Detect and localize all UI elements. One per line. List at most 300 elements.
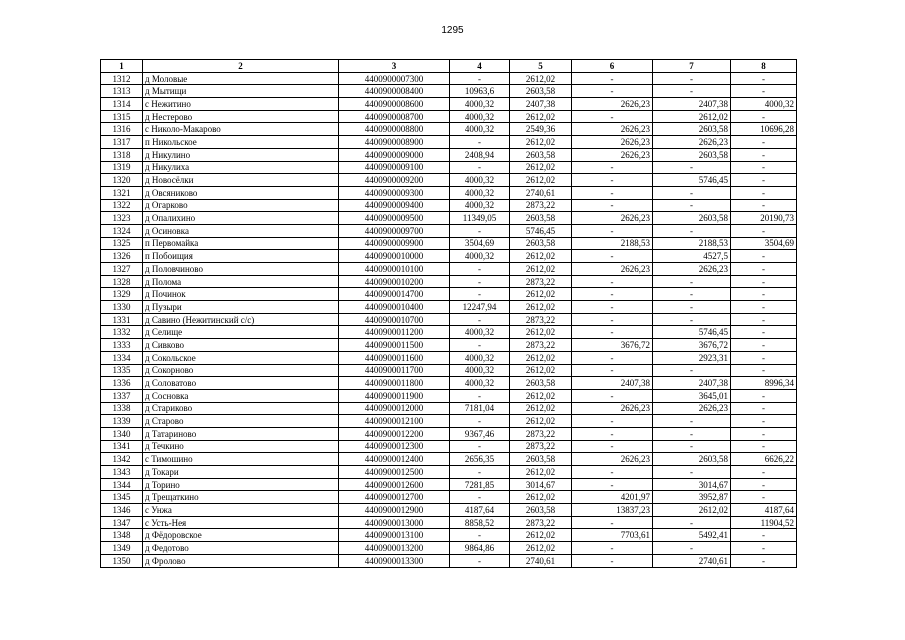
oktmo-code-cell: 4400900011600 (339, 351, 450, 364)
oktmo-code-cell: 4400900011500 (339, 339, 450, 352)
value-col-7-cell: 2626,23 (653, 136, 731, 149)
table-row (101, 98, 797, 111)
value-col-6-cell: 2626,23 (572, 402, 653, 415)
oktmo-code-cell: 4400900009300 (339, 186, 450, 199)
value-col-6-cell: - (572, 301, 653, 314)
value-col-8-cell: - (731, 313, 797, 326)
header-cell-6: 6 (572, 60, 653, 73)
value-col-6-cell: - (572, 110, 653, 123)
value-col-8-cell: - (731, 339, 797, 352)
value-col-6-cell: - (572, 174, 653, 187)
value-col-4-cell: - (450, 466, 510, 479)
row-number-cell: 1348 (101, 529, 143, 542)
oktmo-code-cell: 4400900013200 (339, 542, 450, 555)
table-row (101, 364, 797, 377)
settlement-name-cell: д Соловатово (143, 377, 339, 390)
value-col-8-cell: - (731, 136, 797, 149)
value-col-6-cell: 7703,61 (572, 529, 653, 542)
row-number-cell: 1337 (101, 389, 143, 402)
value-col-4-cell: - (450, 263, 510, 276)
settlement-name-cell: д Татариново (143, 427, 339, 440)
value-col-6-cell: - (572, 427, 653, 440)
value-col-7-cell: 2612,02 (653, 110, 731, 123)
oktmo-code-cell: 4400900014700 (339, 288, 450, 301)
value-col-7-cell: - (653, 288, 731, 301)
oktmo-code-cell: 4400900012500 (339, 466, 450, 479)
value-col-7-cell: - (653, 301, 731, 314)
settlement-name-cell: д Токари (143, 466, 339, 479)
table-row (101, 466, 797, 479)
value-col-5-cell: 2612,02 (510, 72, 572, 85)
value-col-8-cell: - (731, 466, 797, 479)
value-col-4-cell: 3504,69 (450, 237, 510, 250)
table-row (101, 339, 797, 352)
settlement-name-cell: д Моловые (143, 72, 339, 85)
value-col-7-cell: 2626,23 (653, 263, 731, 276)
value-col-5-cell: 2873,22 (510, 313, 572, 326)
value-col-5-cell: 2612,02 (510, 250, 572, 263)
row-number-cell: 1320 (101, 174, 143, 187)
value-col-8-cell: - (731, 161, 797, 174)
row-number-cell: 1342 (101, 453, 143, 466)
page-number: 1295 (441, 25, 464, 36)
row-number-cell: 1322 (101, 199, 143, 212)
value-col-6-cell: - (572, 389, 653, 402)
table-row (101, 136, 797, 149)
value-col-4-cell: 4000,32 (450, 326, 510, 339)
value-col-6-cell: 13837,23 (572, 504, 653, 517)
value-col-6-cell: - (572, 250, 653, 263)
value-col-7-cell: - (653, 364, 731, 377)
settlement-name-cell: с Тимошино (143, 453, 339, 466)
value-col-4-cell: 2408,94 (450, 148, 510, 161)
value-col-8-cell: - (731, 199, 797, 212)
oktmo-code-cell: 4400900008900 (339, 136, 450, 149)
value-col-8-cell: - (731, 72, 797, 85)
row-number-cell: 1317 (101, 136, 143, 149)
oktmo-code-cell: 4400900012100 (339, 415, 450, 428)
value-col-5-cell: 2612,02 (510, 491, 572, 504)
table-row (101, 237, 797, 250)
value-col-4-cell: - (450, 224, 510, 237)
value-col-7-cell: 2188,53 (653, 237, 731, 250)
table-row (101, 516, 797, 529)
value-col-8-cell: 10696,28 (731, 123, 797, 136)
value-col-4-cell: 2656,35 (450, 453, 510, 466)
value-col-7-cell: 4527,5 (653, 250, 731, 263)
value-col-6-cell: 2626,23 (572, 123, 653, 136)
value-col-8-cell: - (731, 263, 797, 276)
settlement-name-cell: д Федотово (143, 542, 339, 555)
value-col-8-cell: - (731, 364, 797, 377)
settlement-name-cell: п Первомайка (143, 237, 339, 250)
table-row (101, 250, 797, 263)
value-col-7-cell: 2603,58 (653, 212, 731, 225)
value-col-7-cell: - (653, 427, 731, 440)
value-col-8-cell: 20190,73 (731, 212, 797, 225)
table-row (101, 85, 797, 98)
settlement-name-cell: д Осиновка (143, 224, 339, 237)
value-col-5-cell: 2603,58 (510, 85, 572, 98)
value-col-6-cell: - (572, 554, 653, 567)
value-col-8-cell: - (731, 186, 797, 199)
row-number-cell: 1312 (101, 72, 143, 85)
settlement-name-cell: с Усть-Нея (143, 516, 339, 529)
row-number-cell: 1332 (101, 326, 143, 339)
oktmo-code-cell: 4400900009400 (339, 199, 450, 212)
value-col-5-cell: 2603,58 (510, 148, 572, 161)
settlement-name-cell: д Нестерово (143, 110, 339, 123)
value-col-7-cell: - (653, 72, 731, 85)
row-number-cell: 1347 (101, 516, 143, 529)
header-cell-5: 5 (510, 60, 572, 73)
settlement-name-cell: д Новосёлки (143, 174, 339, 187)
value-col-5-cell: 2603,58 (510, 504, 572, 517)
value-col-7-cell: 2740,61 (653, 554, 731, 567)
value-col-7-cell: 2626,23 (653, 402, 731, 415)
value-col-7-cell: 2407,38 (653, 377, 731, 390)
value-col-5-cell: 2407,38 (510, 98, 572, 111)
value-col-7-cell: 5492,41 (653, 529, 731, 542)
row-number-cell: 1343 (101, 466, 143, 479)
value-col-4-cell: 4000,32 (450, 351, 510, 364)
table-row (101, 478, 797, 491)
value-col-7-cell: 2603,58 (653, 148, 731, 161)
value-col-8-cell: - (731, 275, 797, 288)
value-col-4-cell: - (450, 161, 510, 174)
value-col-5-cell: 2873,22 (510, 440, 572, 453)
value-col-8-cell: 3504,69 (731, 237, 797, 250)
oktmo-code-cell: 4400900013000 (339, 516, 450, 529)
row-number-cell: 1319 (101, 161, 143, 174)
value-col-6-cell: - (572, 275, 653, 288)
oktmo-code-cell: 4400900009700 (339, 224, 450, 237)
value-col-4-cell: 4000,32 (450, 186, 510, 199)
table-row (101, 174, 797, 187)
table-body (101, 72, 797, 567)
value-col-7-cell: - (653, 161, 731, 174)
oktmo-code-cell: 4400900012400 (339, 453, 450, 466)
oktmo-code-cell: 4400900010200 (339, 275, 450, 288)
row-number-cell: 1334 (101, 351, 143, 364)
settlement-name-cell: с Нежитино (143, 98, 339, 111)
table-row (101, 351, 797, 364)
value-col-5-cell: 2740,61 (510, 186, 572, 199)
value-col-4-cell: - (450, 415, 510, 428)
header-cell-8: 8 (731, 60, 797, 73)
oktmo-code-cell: 4400900011800 (339, 377, 450, 390)
value-col-6-cell: 2626,23 (572, 98, 653, 111)
table-row (101, 554, 797, 567)
value-col-5-cell: 2612,02 (510, 161, 572, 174)
value-col-6-cell: - (572, 313, 653, 326)
value-col-7-cell: - (653, 224, 731, 237)
value-col-7-cell: - (653, 275, 731, 288)
table-row (101, 288, 797, 301)
settlement-name-cell: п Побоищия (143, 250, 339, 263)
value-col-6-cell: - (572, 478, 653, 491)
value-col-7-cell: 3676,72 (653, 339, 731, 352)
value-col-7-cell: 2603,58 (653, 453, 731, 466)
value-col-6-cell: - (572, 466, 653, 479)
table-row (101, 427, 797, 440)
value-col-8-cell: - (731, 224, 797, 237)
row-number-cell: 1345 (101, 491, 143, 504)
value-col-7-cell: 2603,58 (653, 123, 731, 136)
oktmo-code-cell: 4400900009900 (339, 237, 450, 250)
settlement-name-cell: д Половчиново (143, 263, 339, 276)
settlement-name-cell: д Стариково (143, 402, 339, 415)
row-number-cell: 1344 (101, 478, 143, 491)
table-row (101, 402, 797, 415)
value-col-5-cell: 5746,45 (510, 224, 572, 237)
value-col-8-cell: - (731, 529, 797, 542)
header-cell-4: 4 (450, 60, 510, 73)
value-col-5-cell: 2612,02 (510, 326, 572, 339)
settlement-name-cell: д Фролово (143, 554, 339, 567)
header-cell-2: 2 (143, 60, 339, 73)
value-col-6-cell: - (572, 516, 653, 529)
value-col-8-cell: - (731, 415, 797, 428)
value-col-6-cell: - (572, 186, 653, 199)
settlement-name-cell: д Опалихино (143, 212, 339, 225)
header-cell-1: 1 (101, 60, 143, 73)
value-col-8-cell: - (731, 427, 797, 440)
header-cell-3: 3 (339, 60, 450, 73)
table-row (101, 453, 797, 466)
value-col-5-cell: 2612,02 (510, 542, 572, 555)
value-col-7-cell: - (653, 440, 731, 453)
table-row (101, 199, 797, 212)
oktmo-code-cell: 4400900012700 (339, 491, 450, 504)
value-col-5-cell: 2612,02 (510, 402, 572, 415)
oktmo-code-cell: 4400900010700 (339, 313, 450, 326)
settlement-name-cell: д Селище (143, 326, 339, 339)
value-col-7-cell: 2612,02 (653, 504, 731, 517)
table-row (101, 263, 797, 276)
value-col-5-cell: 2612,02 (510, 529, 572, 542)
value-col-7-cell: 5746,45 (653, 326, 731, 339)
value-col-4-cell: - (450, 339, 510, 352)
value-col-5-cell: 2603,58 (510, 453, 572, 466)
value-col-6-cell: 2626,23 (572, 136, 653, 149)
oktmo-code-cell: 4400900008700 (339, 110, 450, 123)
table-header (101, 60, 797, 73)
value-col-6-cell: 2188,53 (572, 237, 653, 250)
value-col-4-cell: 8858,52 (450, 516, 510, 529)
value-col-4-cell: - (450, 554, 510, 567)
table-row (101, 377, 797, 390)
row-number-cell: 1323 (101, 212, 143, 225)
value-col-7-cell: 3952,87 (653, 491, 731, 504)
value-col-8-cell: - (731, 250, 797, 263)
value-col-6-cell: - (572, 364, 653, 377)
value-col-8-cell: 4000,32 (731, 98, 797, 111)
row-number-cell: 1327 (101, 263, 143, 276)
value-col-8-cell: - (731, 110, 797, 123)
row-number-cell: 1326 (101, 250, 143, 263)
row-number-cell: 1350 (101, 554, 143, 567)
value-col-8-cell: - (731, 554, 797, 567)
table-row (101, 301, 797, 314)
value-col-5-cell: 2873,22 (510, 427, 572, 440)
value-col-8-cell: - (731, 288, 797, 301)
settlement-name-cell: п Никольское (143, 136, 339, 149)
value-col-7-cell: - (653, 85, 731, 98)
oktmo-code-cell: 4400900011900 (339, 389, 450, 402)
oktmo-code-cell: 4400900012300 (339, 440, 450, 453)
row-number-cell: 1329 (101, 288, 143, 301)
oktmo-code-cell: 4400900013300 (339, 554, 450, 567)
value-col-7-cell: - (653, 542, 731, 555)
table-row (101, 529, 797, 542)
value-col-7-cell: - (653, 313, 731, 326)
value-col-8-cell: 4187,64 (731, 504, 797, 517)
oktmo-code-cell: 4400900008800 (339, 123, 450, 136)
value-col-4-cell: 4000,32 (450, 199, 510, 212)
oktmo-code-cell: 4400900012000 (339, 402, 450, 415)
table-row (101, 72, 797, 85)
value-col-7-cell: - (653, 186, 731, 199)
value-col-4-cell: 4000,32 (450, 377, 510, 390)
value-col-6-cell: - (572, 326, 653, 339)
value-col-4-cell: - (450, 275, 510, 288)
value-col-5-cell: 2873,22 (510, 339, 572, 352)
oktmo-code-cell: 4400900011700 (339, 364, 450, 377)
value-col-4-cell: 4187,64 (450, 504, 510, 517)
settlement-name-cell: д Никулиха (143, 161, 339, 174)
value-col-5-cell: 2612,02 (510, 415, 572, 428)
header-cell-7: 7 (653, 60, 731, 73)
value-col-4-cell: 9367,46 (450, 427, 510, 440)
value-col-5-cell: 2612,02 (510, 301, 572, 314)
value-col-6-cell: 2626,23 (572, 148, 653, 161)
value-col-4-cell: 12247,94 (450, 301, 510, 314)
value-col-7-cell: 3014,67 (653, 478, 731, 491)
value-col-8-cell: - (731, 542, 797, 555)
value-col-8-cell: - (731, 174, 797, 187)
value-col-6-cell: - (572, 415, 653, 428)
value-col-5-cell: 2873,22 (510, 516, 572, 529)
value-col-4-cell: - (450, 491, 510, 504)
value-col-7-cell: - (653, 516, 731, 529)
value-col-6-cell: - (572, 440, 653, 453)
value-col-5-cell: 2612,02 (510, 263, 572, 276)
settlement-name-cell: д Сосновка (143, 389, 339, 402)
row-number-cell: 1318 (101, 148, 143, 161)
oktmo-code-cell: 4400900010100 (339, 263, 450, 276)
oktmo-code-cell: 4400900007300 (339, 72, 450, 85)
value-col-8-cell: - (731, 326, 797, 339)
value-col-5-cell: 2873,22 (510, 199, 572, 212)
settlement-name-cell: д Течкино (143, 440, 339, 453)
settlement-name-cell: д Огарково (143, 199, 339, 212)
value-col-4-cell: 4000,32 (450, 250, 510, 263)
settlement-name-cell: д Починок (143, 288, 339, 301)
table-row (101, 389, 797, 402)
value-col-6-cell: - (572, 72, 653, 85)
value-col-7-cell: - (653, 466, 731, 479)
header-row (101, 60, 797, 73)
value-col-6-cell: - (572, 351, 653, 364)
value-col-8-cell: - (731, 85, 797, 98)
value-col-6-cell: - (572, 542, 653, 555)
value-col-4-cell: 11349,05 (450, 212, 510, 225)
value-col-6-cell: - (572, 288, 653, 301)
value-col-6-cell: 2407,38 (572, 377, 653, 390)
value-col-4-cell: 4000,32 (450, 174, 510, 187)
value-col-5-cell: 2612,02 (510, 364, 572, 377)
value-col-5-cell: 2612,02 (510, 136, 572, 149)
value-col-5-cell: 2603,58 (510, 237, 572, 250)
value-col-8-cell: - (731, 402, 797, 415)
value-col-5-cell: 2549,36 (510, 123, 572, 136)
row-number-cell: 1349 (101, 542, 143, 555)
oktmo-code-cell: 4400900009000 (339, 148, 450, 161)
table-row (101, 161, 797, 174)
value-col-5-cell: 2612,02 (510, 110, 572, 123)
oktmo-code-cell: 4400900012600 (339, 478, 450, 491)
oktmo-code-cell: 4400900012200 (339, 427, 450, 440)
row-number-cell: 1315 (101, 110, 143, 123)
settlement-name-cell: д Торино (143, 478, 339, 491)
settlement-name-cell: д Полома (143, 275, 339, 288)
value-col-4-cell: - (450, 136, 510, 149)
value-col-8-cell: - (731, 440, 797, 453)
table-row (101, 186, 797, 199)
settlement-name-cell: д Савино (Нежитинский с/с) (143, 313, 339, 326)
data-table (100, 59, 797, 568)
value-col-8-cell: - (731, 351, 797, 364)
settlement-name-cell: д Сокольское (143, 351, 339, 364)
settlement-name-cell: д Никулино (143, 148, 339, 161)
value-col-8-cell: - (731, 491, 797, 504)
table-row (101, 148, 797, 161)
value-col-7-cell: 2407,38 (653, 98, 731, 111)
value-col-4-cell: 4000,32 (450, 123, 510, 136)
value-col-7-cell: - (653, 415, 731, 428)
row-number-cell: 1340 (101, 427, 143, 440)
value-col-7-cell: 3645,01 (653, 389, 731, 402)
settlement-name-cell: д Пузыри (143, 301, 339, 314)
value-col-5-cell: 2603,58 (510, 377, 572, 390)
table-row (101, 123, 797, 136)
value-col-4-cell: 4000,32 (450, 364, 510, 377)
value-col-5-cell: 2612,02 (510, 174, 572, 187)
table-row (101, 415, 797, 428)
table-row (101, 491, 797, 504)
oktmo-code-cell: 4400900011200 (339, 326, 450, 339)
value-col-4-cell: - (450, 288, 510, 301)
oktmo-code-cell: 4400900008600 (339, 98, 450, 111)
value-col-4-cell: 4000,32 (450, 98, 510, 111)
value-col-6-cell: 3676,72 (572, 339, 653, 352)
value-col-6-cell: 2626,23 (572, 453, 653, 466)
oktmo-code-cell: 4400900009500 (339, 212, 450, 225)
row-number-cell: 1321 (101, 186, 143, 199)
value-col-8-cell: - (731, 148, 797, 161)
value-col-4-cell: - (450, 389, 510, 402)
table-row (101, 326, 797, 339)
value-col-5-cell: 2740,61 (510, 554, 572, 567)
value-col-6-cell: - (572, 224, 653, 237)
row-number-cell: 1328 (101, 275, 143, 288)
row-number-cell: 1314 (101, 98, 143, 111)
settlement-name-cell: д Овсяниково (143, 186, 339, 199)
row-number-cell: 1325 (101, 237, 143, 250)
value-col-6-cell: - (572, 85, 653, 98)
row-number-cell: 1331 (101, 313, 143, 326)
